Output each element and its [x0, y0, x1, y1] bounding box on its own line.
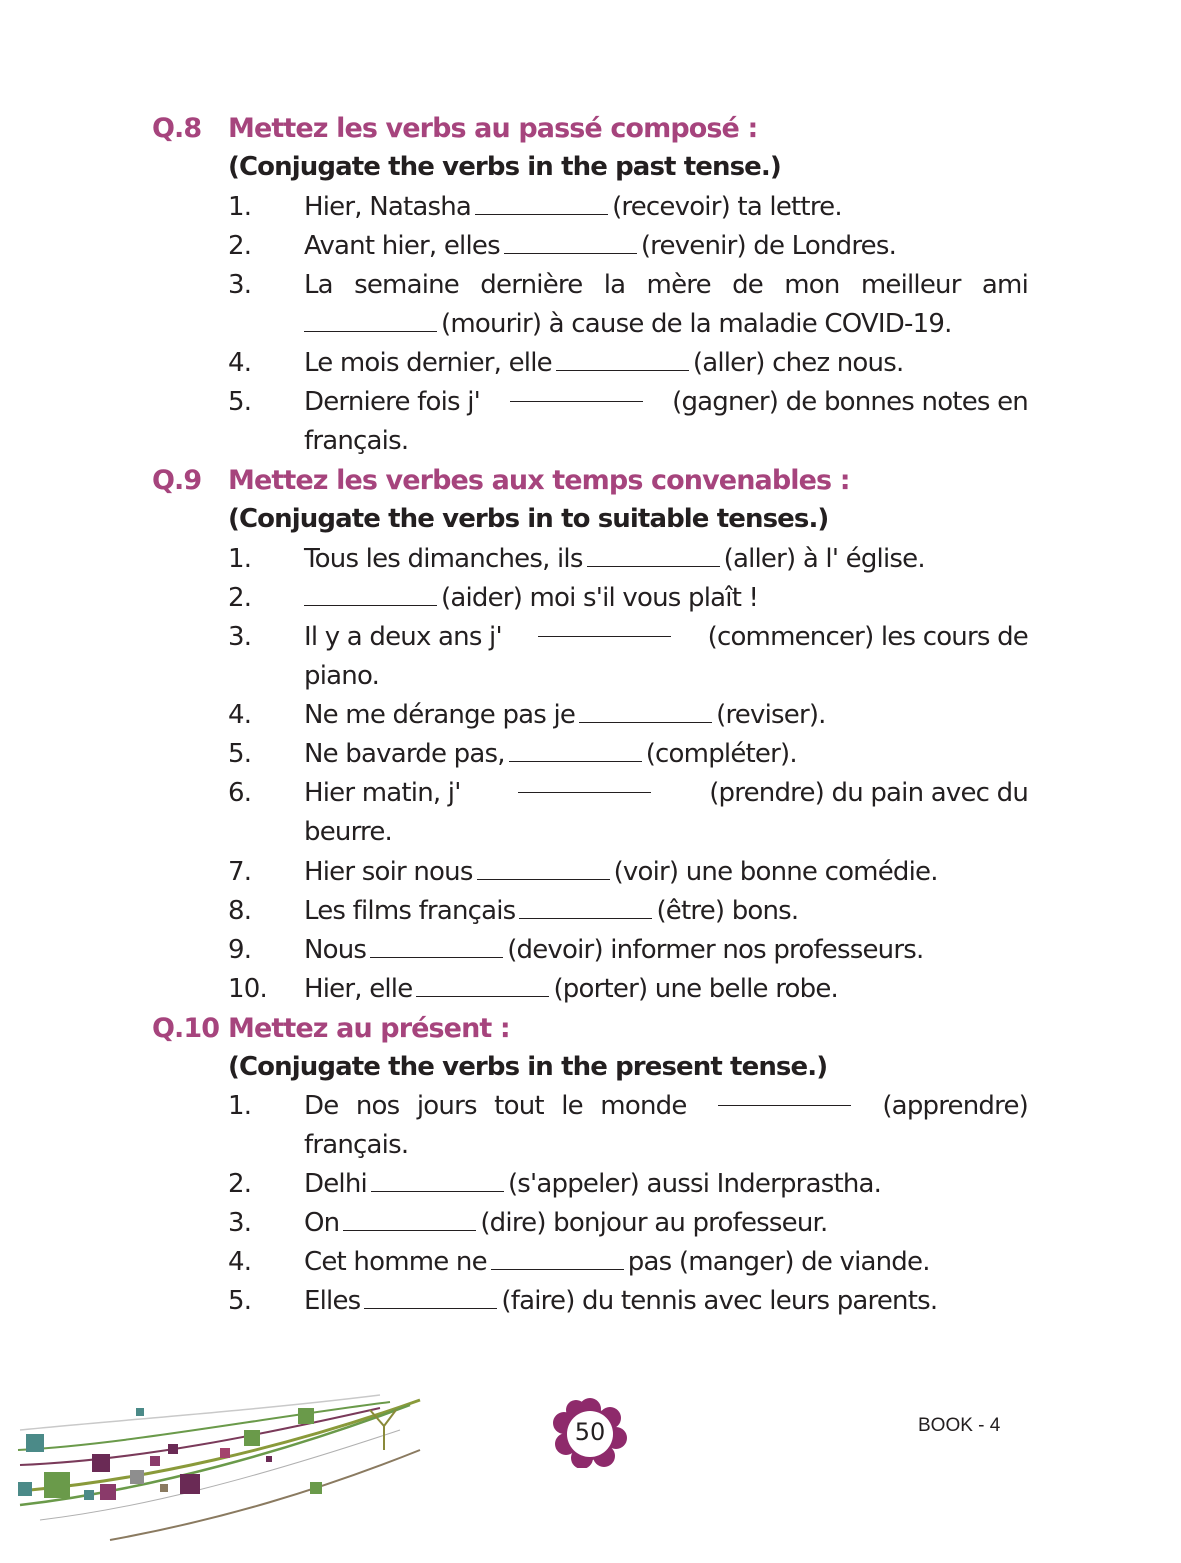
answer-blank[interactable] [538, 618, 671, 637]
item-text: (faire) du tennis avec leurs parents. [501, 1286, 938, 1316]
exercise-item [228, 931, 1028, 970]
item-text: Avant hier, elles [304, 231, 500, 261]
item-number: 4. [228, 1247, 252, 1277]
answer-blank[interactable] [371, 1173, 504, 1192]
answer-blank[interactable] [364, 1290, 497, 1309]
item-number: 4. [228, 348, 252, 378]
section-heading-q9 [152, 465, 850, 496]
item-text: Elles [304, 1286, 361, 1316]
answer-blank[interactable] [477, 861, 610, 880]
exercise-item [228, 1165, 1028, 1204]
item-text: (aller) chez nous. [692, 348, 904, 378]
swoosh-line [20, 1405, 410, 1505]
item-text: (dire) bonjour au professeur. [480, 1208, 828, 1238]
item-number: 2. [228, 583, 252, 613]
item-text: français. [304, 426, 409, 456]
item-number: 5. [228, 739, 252, 769]
item-text: Les films français [304, 896, 516, 926]
deco-square [180, 1474, 200, 1494]
item-text: Ne bavarde pas, [304, 739, 505, 769]
item-text: Delhi [304, 1169, 367, 1199]
item-text: (mourir) à cause de la maladie COVID-19. [441, 309, 952, 339]
item-text: (aller) à l' église. [723, 544, 925, 574]
exercise-item [228, 696, 1028, 735]
answer-blank[interactable] [556, 352, 689, 371]
item-text: (reviser). [716, 700, 826, 730]
question-subtitle: (Conjugate the verbs in the present tense.) [228, 1052, 828, 1082]
exercise-item [228, 344, 1028, 383]
item-text: (compléter). [645, 739, 797, 769]
item-text: Hier matin, j' [304, 778, 461, 808]
item-number: 1. [228, 544, 252, 574]
item-number: 2. [228, 1169, 252, 1199]
deco-square [26, 1434, 44, 1452]
item-text: (apprendre) [882, 1091, 1028, 1121]
answer-blank[interactable] [718, 1087, 851, 1106]
item-number: 8. [228, 896, 252, 926]
item-text: piano. [304, 661, 380, 691]
question-title: Mettez les verbes aux temps convenables : [228, 465, 850, 496]
item-number: 4. [228, 700, 252, 730]
item-number: 3. [228, 270, 252, 300]
item-text: Nous [304, 935, 367, 965]
section-heading-q8 [152, 113, 757, 144]
exercise-item [228, 1087, 1028, 1165]
answer-blank[interactable] [416, 978, 549, 997]
item-text: (porter) une belle robe. [553, 974, 838, 1004]
deco-square [100, 1484, 116, 1500]
exercise-item [228, 227, 1028, 266]
exercise-item [228, 774, 1028, 852]
deco-square [136, 1408, 144, 1416]
question-subtitle: (Conjugate the verbs in to suitable tenses.) [228, 504, 829, 534]
item-number: 5. [228, 1286, 252, 1316]
decorative-swoosh-graphic [0, 1390, 430, 1550]
item-text: Derniere fois j' [304, 387, 480, 417]
item-text: (commencer) les cours de [707, 622, 1028, 652]
item-number: 7. [228, 857, 252, 887]
item-text: Cet homme ne [304, 1247, 487, 1277]
answer-blank[interactable] [518, 774, 651, 793]
exercise-item [228, 892, 1028, 931]
item-text: (s'appeler) aussi Inderprastha. [507, 1169, 882, 1199]
exercise-item [228, 266, 1028, 344]
page-number: 50 [574, 1418, 606, 1446]
swoosh-line [20, 1395, 380, 1430]
item-number: 6. [228, 778, 252, 808]
exercise-item [228, 853, 1028, 892]
exercise-item [228, 188, 1028, 227]
deco-square [160, 1484, 168, 1492]
answer-blank[interactable] [491, 1251, 624, 1270]
deco-square [18, 1482, 32, 1496]
answer-blank[interactable] [519, 900, 652, 919]
question-number: Q.9 [152, 465, 202, 496]
item-number: 2. [228, 231, 252, 261]
answer-blank[interactable] [304, 587, 437, 606]
section-heading-q10 [152, 1013, 510, 1044]
exercise-item [228, 970, 1028, 1009]
item-text: On [304, 1208, 340, 1238]
item-number: 1. [228, 1091, 252, 1121]
item-number: 10. [228, 974, 267, 1004]
item-text: Tous les dimanches, ils [304, 544, 583, 574]
item-text: (aider) moi s'il vous plaît ! [441, 583, 759, 613]
item-text: français. [304, 1130, 409, 1160]
swoosh-line [20, 1408, 380, 1465]
answer-blank[interactable] [509, 743, 642, 762]
item-text: (être) bons. [656, 896, 799, 926]
swoosh-line [18, 1402, 390, 1450]
item-text: Hier soir nous [304, 857, 473, 887]
item-text: (voir) une bonne comédie. [613, 857, 938, 887]
item-text: Il y a deux ans j' [304, 622, 502, 652]
answer-blank[interactable] [370, 939, 503, 958]
item-number: 3. [228, 622, 252, 652]
deco-square [298, 1408, 314, 1424]
item-number: 3. [228, 1208, 252, 1238]
answer-blank[interactable] [304, 313, 437, 332]
deco-square [168, 1444, 178, 1454]
item-text: Le mois dernier, elle [304, 348, 552, 378]
question-subtitle: (Conjugate the verbs in the past tense.) [228, 152, 781, 182]
item-text: Hier, Natasha [304, 192, 472, 222]
exercise-item [228, 1204, 1028, 1243]
item-number: 5. [228, 387, 252, 417]
answer-blank[interactable] [587, 548, 720, 567]
exercise-item [228, 383, 1028, 461]
question-number: Q.8 [152, 113, 202, 144]
question-title: Mettez les verbs au passé composé : [228, 113, 758, 144]
deco-square [220, 1448, 230, 1458]
deco-square [92, 1454, 110, 1472]
item-number: 9. [228, 935, 252, 965]
deco-square [266, 1456, 272, 1462]
question-title: Mettez au présent : [228, 1013, 510, 1044]
book-label: BOOK - 4 [918, 1415, 1001, 1436]
exercise-item [228, 735, 1028, 774]
item-text: (recevoir) ta lettre. [612, 192, 842, 222]
item-text: (devoir) informer nos professeurs. [507, 935, 924, 965]
answer-blank[interactable] [343, 1212, 476, 1231]
item-text: La semaine dernière la mère de mon meilleur ami [304, 270, 1028, 300]
item-text: pas (manger) de viande. [627, 1247, 930, 1277]
question-number: Q.10 [152, 1013, 220, 1044]
answer-blank[interactable] [579, 704, 712, 723]
deco-square [84, 1490, 94, 1500]
answer-blank[interactable] [504, 235, 637, 254]
deco-square [244, 1430, 260, 1446]
item-number: 1. [228, 192, 252, 222]
deco-square [310, 1482, 322, 1494]
item-text: Ne me dérange pas je [304, 700, 576, 730]
item-text: (gagner) de bonnes notes en [672, 387, 1028, 417]
exercise-item [228, 1282, 1028, 1321]
item-text: Hier, elle [304, 974, 413, 1004]
deco-square [44, 1472, 70, 1498]
deco-square [150, 1456, 160, 1466]
item-text: beurre. [304, 817, 392, 847]
exercise-item [228, 618, 1028, 696]
answer-blank[interactable] [475, 196, 608, 215]
item-text: (prendre) du pain avec du [709, 778, 1028, 808]
item-text: De nos jours tout le monde [304, 1091, 687, 1121]
exercise-item [228, 579, 1028, 618]
exercise-item [228, 1243, 1028, 1282]
exercise-item [228, 540, 1028, 579]
deco-square [130, 1470, 144, 1484]
item-text: (revenir) de Londres. [640, 231, 897, 261]
answer-blank[interactable] [510, 383, 643, 402]
